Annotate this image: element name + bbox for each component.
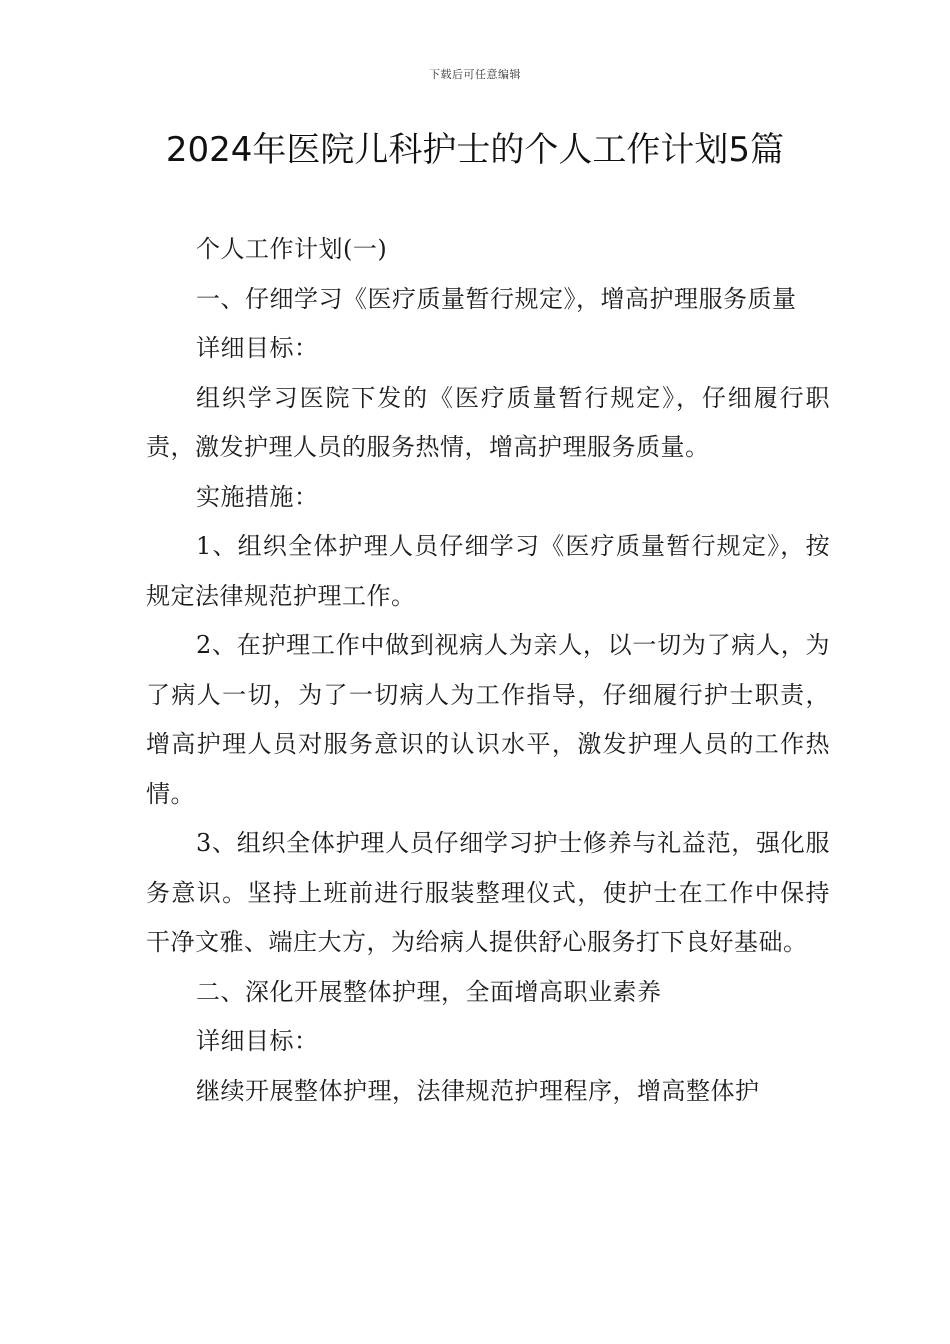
section-heading-two: 二、深化开展整体护理，全面增高职业素养: [196, 977, 662, 1006]
goal-label: 详细目标：: [196, 334, 319, 362]
goal-text: 组织学习医院下发的《医疗质量暂行规定》，仔细履行职责，激发护理人员的服务热情，增高护理服务质量。: [146, 383, 830, 461]
document-title: 2024年医院儿科护士的个人工作计划5篇: [165, 130, 785, 170]
section-heading-plan-one: 个人工作计划(一): [196, 235, 388, 263]
measure-item-3: 3、组织全体护理人员仔细学习护士修养与礼益范，强化服务意识。坚持上班前进行服装整理仪式，使护士在工作中保持干净文雅、端庄大方，为给病人提供舒心服务打下良好基础。: [146, 829, 830, 956]
measure-item-1: 1、组织全体护理人员仔细学习《医疗质量暂行规定》，按规定法律规范护理工作。: [146, 532, 830, 610]
section-heading-one: 一、仔细学习《医疗质量暂行规定》，增高护理服务质量: [196, 284, 797, 313]
measure-item-2: 2、在护理工作中做到视病人为亲人，以一切为了病人，为了病人一切，为了一切病人为工作指导，仔细履行护士职责，增高护理人员对服务意识的认识水平，激发护理人员的工作热情。: [146, 631, 830, 808]
goal-label-two: 详细目标：: [196, 1027, 319, 1055]
header-note: 下载后可任意编辑: [429, 68, 521, 81]
goal-text-two: 继续开展整体护理，法律规范护理程序，增高整体护: [196, 1076, 760, 1105]
document-body: [146, 225, 830, 1116]
measures-label: 实施措施：: [196, 482, 319, 511]
